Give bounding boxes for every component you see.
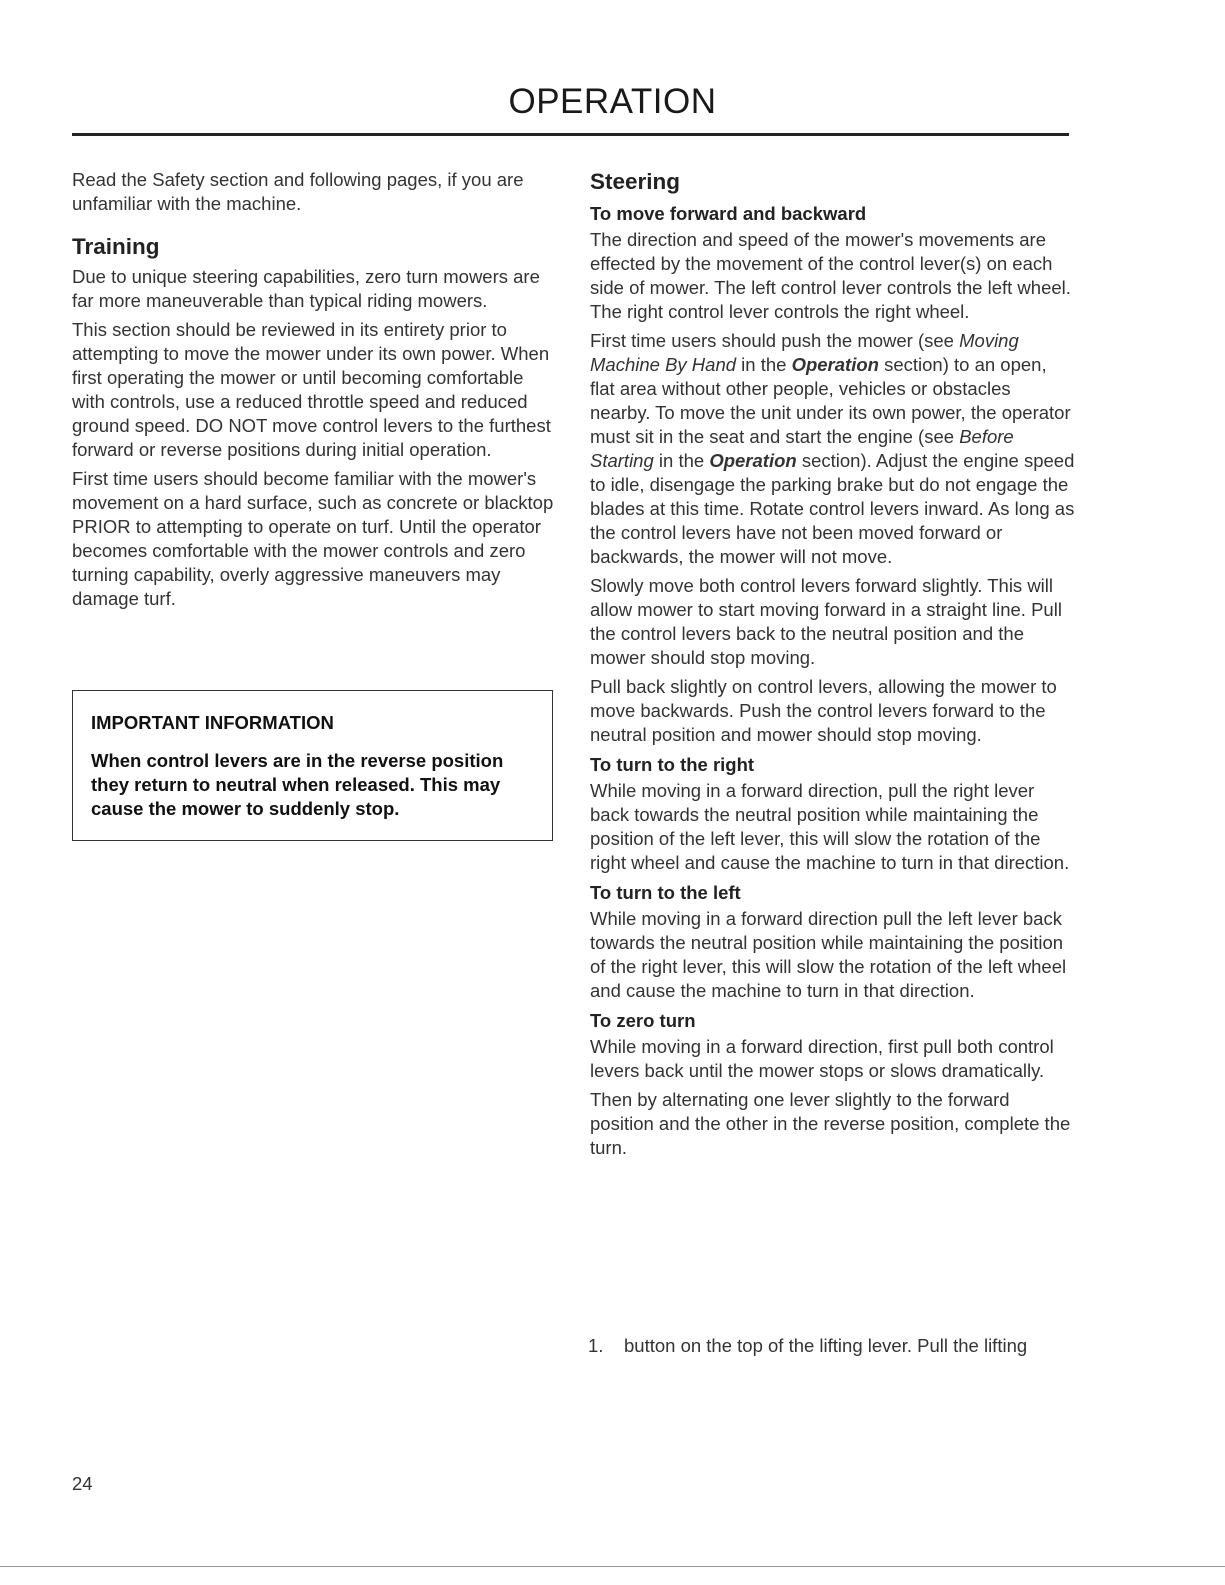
list-item-number: 1. — [588, 1335, 604, 1356]
forward-p2-text-c: section) to an open, flat area without other people, vehicles or obstacles nearby. To move the unit under its own power, the operator must sit in the seat and start the engine (see — [590, 354, 1071, 447]
important-information-title: IMPORTANT INFORMATION — [91, 712, 334, 733]
turn-right-heading: To turn to the right — [590, 754, 755, 775]
operation-ref-2: Operation — [709, 450, 797, 471]
bottom-divider — [0, 1566, 1225, 1567]
forward-backward-heading: To move forward and backward — [590, 203, 867, 224]
intro-paragraph: Read the Safety section and following pages, if you are unfamiliar with the machine. — [72, 169, 524, 214]
training-paragraph-2: This section should be reviewed in its entirety prior to attempting to move the mower under its own power. When first operating the mower or until becoming comfortable with controls, use a reduced throttle speed and reduced ground speed. DO NOT move control levers to the furthest forward or reverse positions during initial operation. — [72, 319, 551, 460]
forward-paragraph-3: Slowly move both control levers forward slightly. This will allow mower to start moving forward in a straight line. Pull the control levers back to the neutral position and the mower should stop moving. — [590, 575, 1062, 668]
list-item — [588, 1334, 1078, 1358]
zero-turn-paragraph-2: Then by alternating one lever slightly to the forward position and the other in the reverse position, complete the turn. — [590, 1089, 1071, 1158]
training-heading: Training — [72, 234, 160, 259]
list-item-text: button on the top of the lifting lever. Pull the lifting — [624, 1335, 1028, 1356]
important-information-text: When control levers are in the reverse position they return to neutral when released. This may cause the mower to suddenly stop. — [91, 750, 504, 819]
important-information-box — [72, 690, 553, 841]
forward-p2-text-a: First time users should push the mower (see — [590, 330, 960, 351]
training-paragraph-1: Due to unique steering capabilities, zero turn mowers are far more maneuverable than typical riding mowers. — [72, 266, 540, 311]
forward-p2-text-b: in the — [736, 354, 792, 375]
forward-paragraph-1: The direction and speed of the mower's movements are effected by the movement of the control lever(s) on each side of mower. The left control lever controls the left wheel. The right control lever controls the right wheel. — [590, 229, 1071, 322]
title-divider — [72, 133, 1069, 136]
zero-turn-heading: To zero turn — [590, 1010, 696, 1031]
zero-turn-paragraph-1: While moving in a forward direction, first pull both control levers back until the mower stops or slows dramatically. — [590, 1036, 1054, 1081]
steering-heading: Steering — [590, 169, 681, 194]
page-title: OPERATION — [508, 82, 717, 121]
training-paragraph-3: First time users should become familiar with the mower's movement on a hard surface, such as concrete or blacktop PRIOR to attempting to operate on turf. Until the operator becomes comfortable with the mower controls and zero turning capability, overly aggressive maneuvers may damage turf. — [72, 468, 554, 609]
before-starting-ref: Before Starting — [590, 426, 1014, 471]
turn-left-paragraph: While moving in a forward direction pull the left lever back towards the neutral position while maintaining the position of the right lever, this will slow the rotation of the left wheel and cause the machine to turn in that direction. — [590, 908, 1067, 1001]
right-column — [590, 168, 1075, 1165]
forward-p2-text-e: section). Adjust the engine speed to idle, disengage the parking brake but do not engage the blades at this time. Rotate control levers inward. As long as the control levers have not been moved forward or backwards, the mower will not move. — [590, 450, 1075, 567]
forward-p2-text-d: in the — [653, 450, 710, 471]
left-column — [72, 168, 554, 616]
moving-machine-by-hand-ref: Moving Machine By Hand — [590, 330, 1019, 375]
page-number: 24 — [72, 1473, 93, 1494]
turn-left-heading: To turn to the left — [590, 882, 741, 903]
turn-right-paragraph: While moving in a forward direction, pull the right lever back towards the neutral position while maintaining the position of the left lever, this will slow the rotation of the right wheel and cause the machine to turn in that direction. — [590, 780, 1070, 873]
forward-paragraph-2 — [590, 329, 1075, 569]
operation-ref-1: Operation — [791, 354, 879, 375]
forward-paragraph-4: Pull back slightly on control levers, allowing the mower to move backwards. Push the control levers forward to the neutral position and mower should stop moving. — [590, 676, 1057, 745]
